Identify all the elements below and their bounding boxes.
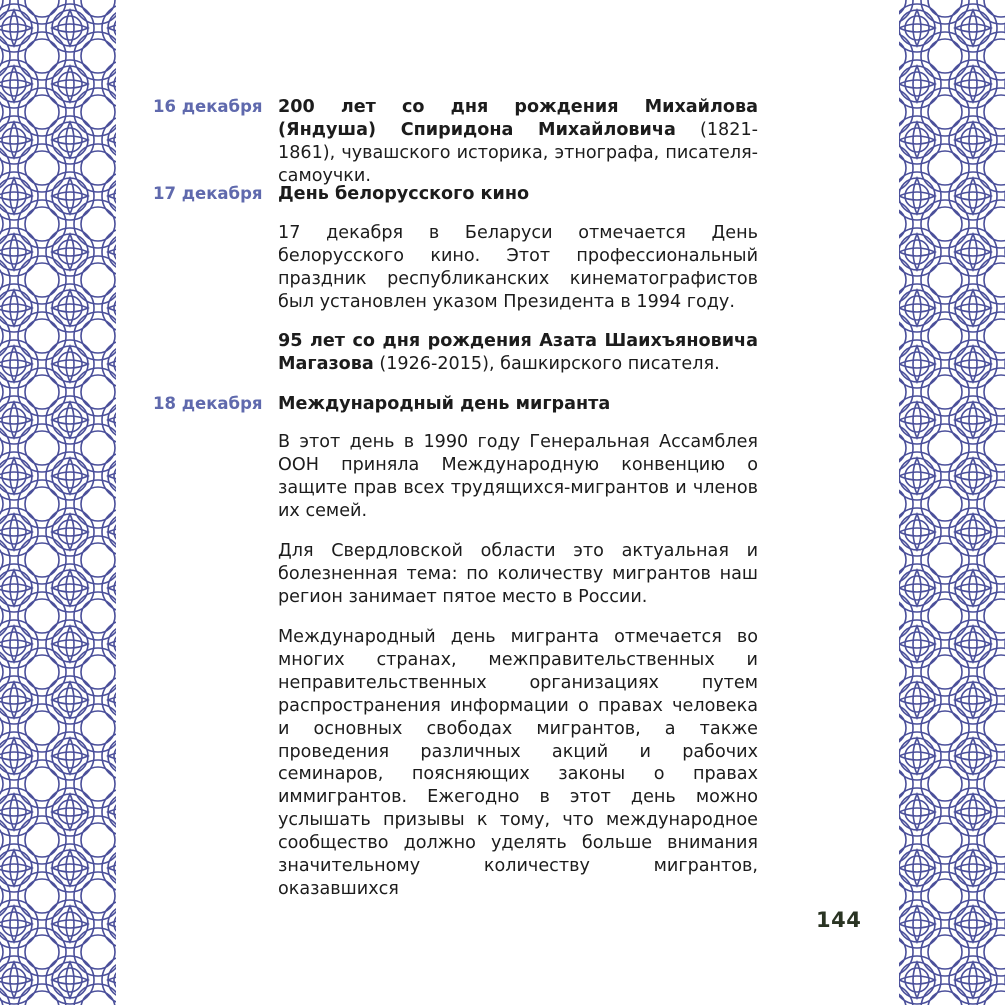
entry-paragraph: Для Свердловской области это актуальная и болезненная тема: по количеству мигрантов наш регион занимает пятое место в России. bbox=[278, 541, 758, 607]
entry-description: (1821-1861), чувашского историка, этнографа, писателя-самоучки. bbox=[278, 119, 758, 186]
entry-paragraph: В этот день в 1990 году Генеральная Ассамблея ООН приняла Международную конвенцию о защите прав всех трудящихся-мигрантов и членов их семей. bbox=[278, 432, 758, 521]
entry-heading: Международный день мигранта bbox=[278, 394, 611, 414]
entry-text bbox=[278, 96, 758, 188]
entry-description: (1926-2015), башкирского писателя. bbox=[373, 353, 720, 374]
page-number: 144 bbox=[816, 908, 862, 932]
entry-date: 16 декабря bbox=[153, 97, 263, 116]
entry-paragraph: Международный день мигранта отмечается во многих странах, межправительственных и неправительственных организациях путем распространения информации о правах человека и основных свободах мигрантов, а также проведения различных акций и рабочих семинаров, поясняющих законы о правах иммигрантов. Ежегодно в этот день можно услышать призывы к тому, что международное сообщество должно уделять больше внимания значительному количеству мигрантов, оказавшихся bbox=[278, 627, 758, 899]
entry-date: 17 декабря bbox=[153, 184, 263, 203]
entry-bold-title: 95 лет со дня рождения Азата Шаихъяновича Магазова bbox=[278, 331, 758, 374]
entry-heading: День белорусского кино bbox=[278, 184, 530, 204]
entry-bold-title: 200 лет со дня рождения Михайлова (Яндуша) Спиридона Михайловича bbox=[278, 97, 758, 140]
entry-paragraph: 17 декабря в Беларуси отмечается День белорусского кино. Этот профессиональный праздник республиканских кинематографистов был установлен указом Президента в 1994 году. bbox=[278, 223, 758, 312]
entry-text bbox=[278, 330, 758, 376]
entry-date: 18 декабря bbox=[153, 394, 263, 413]
